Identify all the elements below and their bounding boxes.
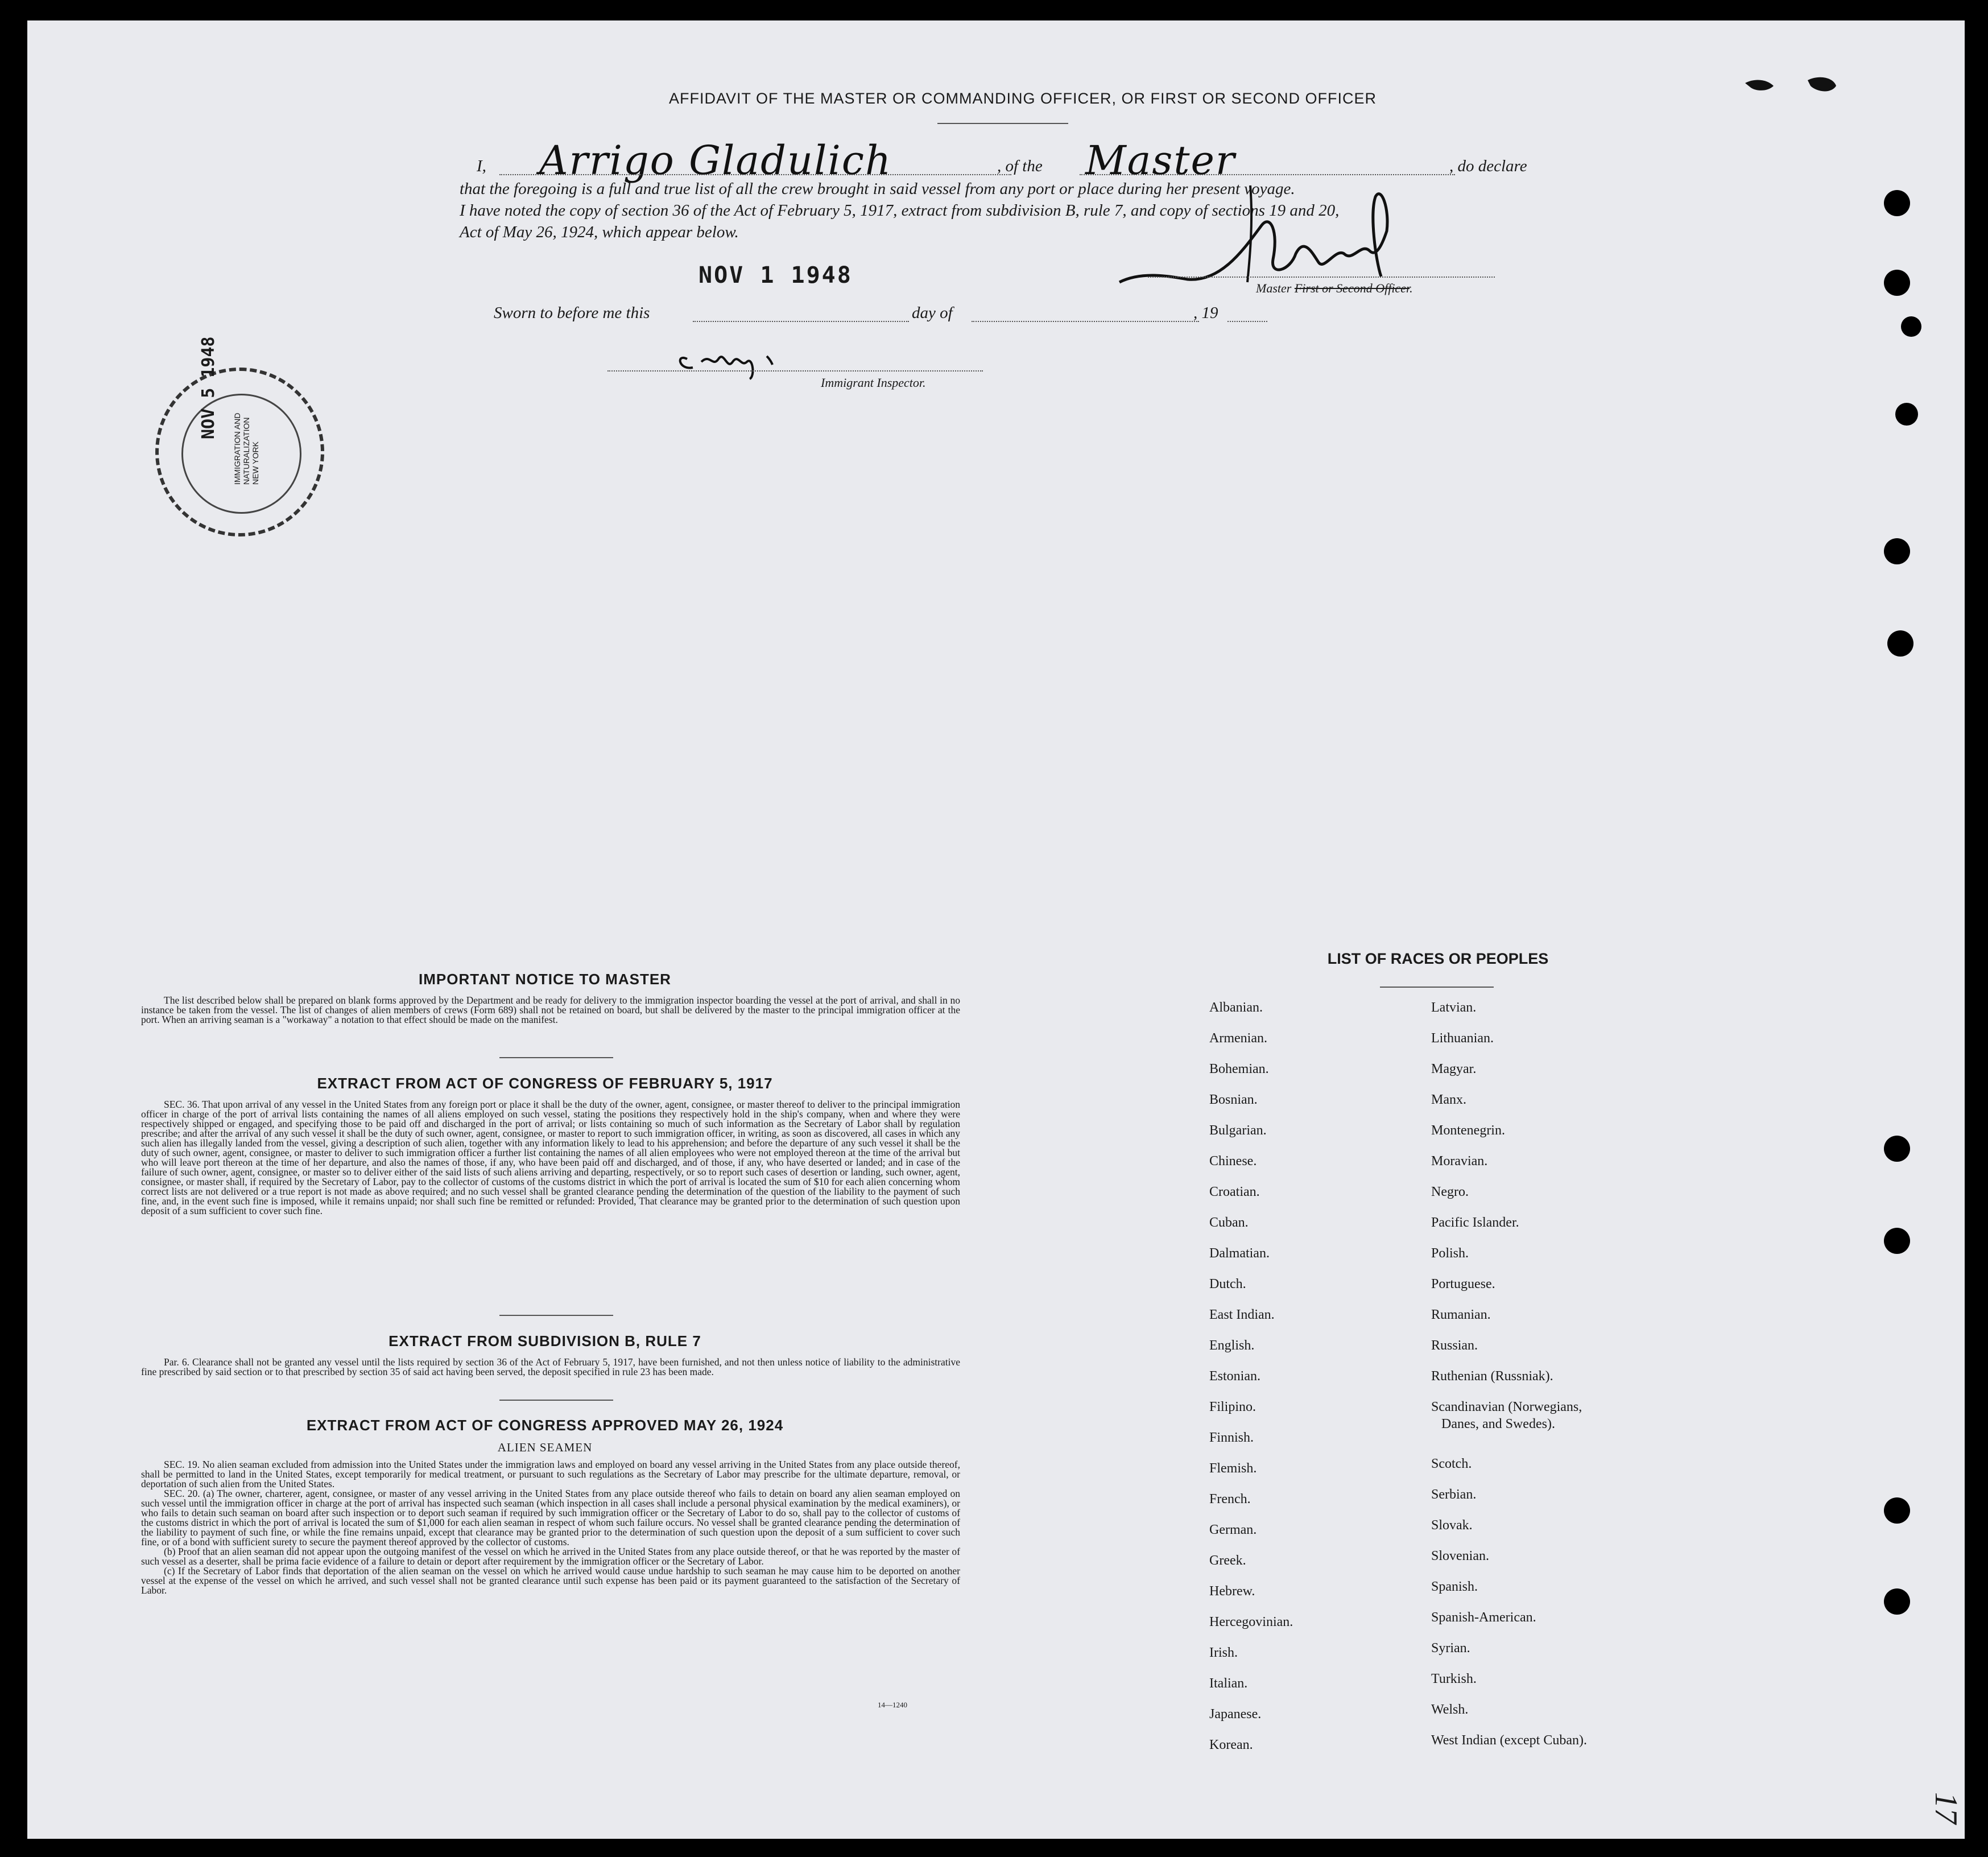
race-item: Japanese. bbox=[1209, 1707, 1262, 1722]
race-item: Magyar. bbox=[1431, 1062, 1477, 1076]
extract-1924-sec20c: (c) If the Secretary of Labor finds that deportation of the alien seaman on the vessel on which he arrived would cause undue hardship to such seaman he may cause him to be deported on another vessel at the expense of the vessel on which he arrived, and such vessel shall not be granted clearance until such expense has been paid or its payment guaranteed to the satisfaction of the Secretary of Labor. bbox=[141, 1565, 960, 1596]
signature-caption-struck: First or Second Officer bbox=[1294, 281, 1410, 295]
race-item: Cuban. bbox=[1209, 1215, 1249, 1230]
document-sheet bbox=[27, 20, 1965, 1839]
sworn-year-label: , 19 bbox=[1193, 304, 1218, 322]
race-item: Russian. bbox=[1431, 1338, 1478, 1353]
torn-edge-marks bbox=[1734, 66, 1848, 100]
notice-title: IMPORTANT NOTICE TO MASTER bbox=[419, 971, 671, 988]
race-item: Pacific Islander. bbox=[1431, 1215, 1519, 1230]
rank-handwritten: Master bbox=[1085, 137, 1236, 184]
extract-1924-sec19: SEC. 19. No alien seaman excluded from admission into the United States under the immigration laws and employed on board any vessel arriving in the United States from any place outside thereof, shall be permitted to land in the United States, except temporarily for medical treatment, or pursuant to such regulations as the Secretary of Labor may prescribe for the ultimate departure, removal, or deportation of such alien from the United States. bbox=[141, 1459, 960, 1489]
signature-dotline bbox=[1148, 277, 1495, 278]
extract-rule7-block bbox=[141, 1357, 960, 1377]
line1-prefix: I, bbox=[477, 157, 486, 175]
punch-hole bbox=[1884, 270, 1910, 296]
inspector-caption: Immigrant Inspector. bbox=[821, 375, 926, 390]
sworn-year-dotline bbox=[1227, 321, 1267, 322]
line1-suffix: , do declare bbox=[1449, 157, 1527, 175]
race-item: Finnish. bbox=[1209, 1430, 1254, 1445]
race-item: East Indian. bbox=[1209, 1307, 1275, 1322]
race-item: Bulgarian. bbox=[1209, 1123, 1267, 1138]
race-item: Spanish. bbox=[1431, 1579, 1478, 1594]
race-item: Greek. bbox=[1209, 1553, 1246, 1568]
race-item: West Indian (except Cuban). bbox=[1431, 1733, 1587, 1748]
immigration-seal bbox=[155, 336, 324, 537]
signature-caption-end: . bbox=[1410, 281, 1413, 295]
punch-hole bbox=[1884, 1136, 1910, 1162]
declaration-line3: I have noted the copy of section 36 of the Act of February 5, 1917, extract from subdivision B, rule 7, and copy of sections 19 and 20, bbox=[460, 201, 1340, 220]
race-item: Albanian. bbox=[1209, 1000, 1263, 1015]
race-item: Scotch. bbox=[1431, 1456, 1472, 1471]
race-item: Manx. bbox=[1431, 1092, 1466, 1107]
extract-1924-sec20b: (b) Proof that an alien seaman did not appear upon the outgoing manifest of the vessel on which he arrived in the United States from any place outside thereof, or that he was reported by the master of such vessel as a deserter, shall be prima facie evidence of a failure to detain or deport after requirement by the immigration officer or the Secretary of Labor. bbox=[141, 1546, 960, 1567]
race-item: Syrian. bbox=[1431, 1641, 1470, 1656]
extract-1917-body: SEC. 36. That upon arrival of any vessel in the United States from any foreign port or place it shall be the duty of the owner, agent, consignee, or master thereof to deliver to the principal immigration officer in charge of the port of arrival lists containing the names of all aliens employed on such vessel, stating the positions they respectively hold in the ship's company, when and where they were respectively shipped or engaged, and specifying those to be paid off and discharged in the port of arrival; or lists containing so much of such information as the Secretary of Labor shall by regulation prescribe; and after the arrival of any such vessel it shall be the duty of such owner, agent, consignee, or master to report to such immigration officer, in writing, as soon as discovered, all cases in which any such alien has illegally landed from the vessel, giving a description of such alien, together with any information likely to lead to his apprehension; and before the departure of any such vessel it shall be the duty of such owner, agent, consignee, or master to deliver to such immigration officer a further list containing the names of all alien employees who were not employed thereon at the time of the arrival but who will leave port thereon at the time of her departure, and also the names of those, if any, who have been paid off and discharged, and of those, if any, who have deserted or landed; and in case of the failure of such owner, agent, consignee, or master so to deliver either of the said lists of such aliens arriving and departing, respectively, or so to report such cases of desertion or landing, such owner, agent, consignee, or master shall, if required by the Secretary of Labor, pay to the collector of customs of the customs district in which the port of arrival is located the sum of $10 for each alien concerning whom correct lists are not delivered or a true report is not made as above required; and no such vessel shall be granted clearance pending the determination of the question of the liability to the payment of such fine, and, in the event such fine is imposed, while it remains unpaid; nor shall such fine be remitted or refunded: Provided, That clearance may be granted prior to the determination of such question upon deposit of a sum sufficient to cover such fine. bbox=[141, 1099, 960, 1216]
race-item: English. bbox=[1209, 1338, 1255, 1353]
punch-hole bbox=[1895, 403, 1918, 426]
race-item: Estonian. bbox=[1209, 1369, 1260, 1384]
extract-1924-title: EXTRACT FROM ACT OF CONGRESS APPROVED MAY 26, 1924 bbox=[306, 1417, 784, 1434]
punch-hole bbox=[1901, 316, 1921, 337]
signature-caption bbox=[1256, 281, 1413, 296]
races-left-column bbox=[1209, 999, 1293, 1767]
signature-caption-master: Master bbox=[1256, 281, 1295, 295]
punch-hole bbox=[1884, 190, 1910, 216]
race-item: Rumanian. bbox=[1431, 1307, 1491, 1322]
race-item: Turkish. bbox=[1431, 1672, 1477, 1686]
title-divider bbox=[937, 123, 1068, 124]
race-item: Bohemian. bbox=[1209, 1062, 1269, 1076]
sworn-month-dotline bbox=[972, 321, 1199, 322]
race-item: Flemish. bbox=[1209, 1461, 1257, 1476]
sworn-prefix: Sworn to before me this bbox=[494, 304, 650, 322]
extract-1924-subtitle: ALIEN SEAMEN bbox=[497, 1441, 593, 1454]
punch-hole bbox=[1884, 1497, 1910, 1524]
race-item: Scandinavian (Norwegians, Danes, and Swedes). bbox=[1431, 1400, 1582, 1431]
race-item: Italian. bbox=[1209, 1676, 1248, 1691]
race-item: Croatian. bbox=[1209, 1185, 1260, 1199]
notice-body: The list described below shall be prepared on blank forms approved by the Department and be ready for delivery to the immigration inspector boarding the vessel at the port of arrival, and shall in no instance be taken from the vessel. The list of changes of alien members of crews (Form 689) shall not be retained on board, but shall be delivered by the master to the principal immigration officer at the port. When an arriving seaman is a "workaway" a notation to that effect should be made on the manifest. bbox=[141, 994, 960, 1025]
page-number-mark: 17 bbox=[1928, 1792, 1964, 1824]
race-item: Slovenian. bbox=[1431, 1549, 1489, 1563]
race-item: Polish. bbox=[1431, 1246, 1469, 1261]
extract-rule7-divider bbox=[499, 1400, 613, 1401]
inspector-signature bbox=[670, 336, 807, 382]
race-item: Hebrew. bbox=[1209, 1584, 1255, 1599]
race-item: Moravian. bbox=[1431, 1154, 1488, 1169]
race-item: Chinese. bbox=[1209, 1154, 1257, 1169]
affidavit-title: AFFIDAVIT OF THE MASTER OR COMMANDING OFFICER, OR FIRST OR SECOND OFFICER bbox=[668, 90, 1377, 107]
notice-body-block bbox=[141, 996, 960, 1025]
seal-date: NOV 5 1948 bbox=[199, 336, 218, 439]
extract-1924-block bbox=[141, 1460, 960, 1595]
race-item: Slovak. bbox=[1431, 1518, 1473, 1533]
extract-1917-title: EXTRACT FROM ACT OF CONGRESS OF FEBRUARY 5, 1917 bbox=[317, 1075, 773, 1092]
race-item: Irish. bbox=[1209, 1645, 1238, 1660]
punch-hole bbox=[1884, 1588, 1910, 1615]
extract-rule7-title: EXTRACT FROM SUBDIVISION B, RULE 7 bbox=[388, 1332, 701, 1350]
race-item: Ruthenian (Russniak). bbox=[1431, 1369, 1553, 1384]
race-item: Armenian. bbox=[1209, 1031, 1267, 1046]
race-item: Montenegrin. bbox=[1431, 1123, 1505, 1138]
extract-1917-divider bbox=[499, 1315, 613, 1316]
race-item: Spanish-American. bbox=[1431, 1610, 1536, 1625]
master-name-handwritten: Arrigo Gladulich bbox=[539, 137, 892, 184]
race-item: German. bbox=[1209, 1522, 1257, 1537]
race-item: Welsh. bbox=[1431, 1702, 1469, 1717]
declaration-line2: that the foregoing is a full and true list of all the crew brought in said vessel from any port or place during her present voyage. bbox=[460, 180, 1295, 198]
race-item: Serbian. bbox=[1431, 1487, 1477, 1502]
race-item: Hercegovinian. bbox=[1209, 1615, 1293, 1629]
declaration-line4: Act of May 26, 1924, which appear below. bbox=[460, 223, 739, 241]
punch-hole bbox=[1884, 1228, 1910, 1254]
races-divider bbox=[1380, 987, 1494, 988]
race-item: Filipino. bbox=[1209, 1400, 1257, 1414]
race-item: Dutch. bbox=[1209, 1277, 1246, 1291]
extract-rule7-body: Par. 6. Clearance shall not be granted any vessel until the lists required by section 36 of the Act of February 5, 1917, have been furnished, and not then unless notice of liability to the administrative fine prescribed by said section or to that prescribed by section 35 of said act having been served, the deposit specified in rule 23 has been made. bbox=[141, 1356, 960, 1377]
name-dotline bbox=[499, 174, 1011, 175]
inspector-dotline bbox=[607, 370, 983, 372]
race-item: Korean. bbox=[1209, 1738, 1253, 1752]
sworn-day-dotline bbox=[693, 321, 909, 322]
date-stamp: NOV 1 1948 bbox=[699, 262, 853, 288]
race-item: Bosnian. bbox=[1209, 1092, 1258, 1107]
extract-1917-block bbox=[141, 1100, 960, 1216]
race-item: French. bbox=[1209, 1492, 1251, 1507]
punch-hole bbox=[1884, 538, 1910, 564]
extract-1924-sec20a: SEC. 20. (a) The owner, charterer, agent, consignee, or master of any vessel arriving in the United States from any place outside thereof who fails to detain on board any alien seaman employed on such vessel until the immigration officer in charge at the port of arrival has inspected such seaman (which inspection in all cases shall include a personal physical examination by the medical examiners), or who fails to detain such seaman on board after such inspection or to deport such seaman if required by such immigration officer or the Secretary of Labor to do so, shall pay to the collector of customs of the customs district in which the port of arrival is located the sum of $1,000 for each alien seaman in respect of whom such failure occurs. No vessel shall be granted clearance pending the determination of the liability to payment of such fine, or while the fine remains unpaid, except that clearance may be granted prior to the determination of such question upon the deposit of a sum sufficient to cover such fine, or of a bond with sufficient surety to secure the payment thereof approved by the collector of customs. bbox=[141, 1488, 960, 1548]
punch-hole bbox=[1887, 630, 1913, 657]
race-item: Latvian. bbox=[1431, 1000, 1477, 1015]
sworn-day-label: day of bbox=[912, 304, 953, 322]
race-item: Dalmatian. bbox=[1209, 1246, 1270, 1261]
line1-mid: , of the bbox=[997, 157, 1043, 175]
races-title: LIST OF RACES OR PEOPLES bbox=[1327, 950, 1549, 967]
notice-divider bbox=[499, 1057, 613, 1058]
race-item: Negro. bbox=[1431, 1185, 1469, 1199]
seal-text: IMMIGRATION AND NATURALIZATION NEW YORK bbox=[233, 412, 260, 485]
race-item: Lithuanian. bbox=[1431, 1031, 1494, 1046]
races-right-column bbox=[1431, 999, 1587, 1763]
race-item: Portuguese. bbox=[1431, 1277, 1495, 1291]
form-number: 14—1240 bbox=[878, 1701, 907, 1709]
